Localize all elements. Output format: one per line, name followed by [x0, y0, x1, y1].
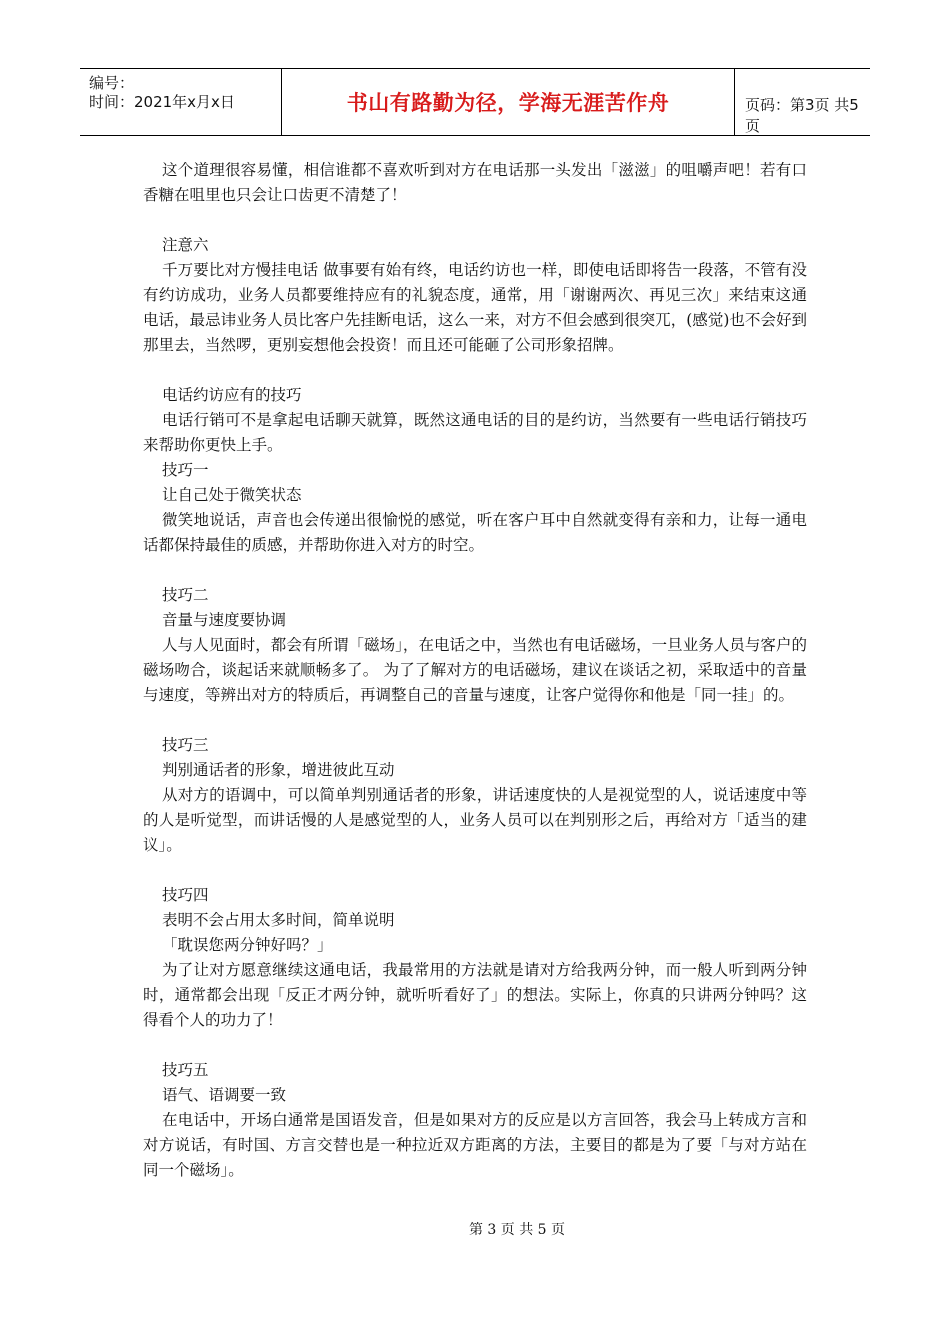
document-body [143, 158, 807, 1183]
page-footer [0, 1219, 950, 1239]
section-heading: 技巧五 [162, 1061, 209, 1079]
subheading: 让自己处于微笑状态 [162, 486, 302, 504]
section-heading: 技巧四 [162, 886, 209, 904]
section-heading: 技巧一 [162, 461, 209, 479]
paragraph: 电话行销可不是拿起电话聊天就算，既然这通电话的目的是约访，当然要有一些电话行销技巧来帮助你更快上手。 [143, 411, 807, 454]
section-heading: 注意六 [162, 236, 209, 254]
header-motto: 书山有路勤为径，学海无涯苦作舟 [282, 69, 735, 135]
header-page-label: 页码：第3页 共5页 [745, 96, 859, 135]
paragraph: 从对方的语调中，可以简单判别通话者的形象，讲话速度快的人是视觉型的人，说话速度中等的人是听觉型，而讲话慢的人是感觉型的人，业务人员可以在判别形之后，再给对方「适当的建议」。 [143, 786, 807, 854]
header-meta [80, 69, 282, 135]
quote: 「耽误您两分钟好吗？」 [162, 936, 333, 954]
subheading: 判别通话者的形象，增进彼此互动 [162, 761, 395, 779]
number-label: 编号： [89, 74, 135, 92]
section-heading: 电话约访应有的技巧 [162, 386, 302, 404]
subheading: 音量与速度要协调 [162, 611, 287, 629]
subheading: 表明不会占用太多时间，简单说明 [162, 911, 395, 929]
subheading: 语气、语调要一致 [162, 1086, 287, 1104]
paragraph: 微笑地说话，声音也会传递出很愉悦的感觉，听在客户耳中自然就变得有亲和力，让每一通电话都保持最佳的质感，并帮助你进入对方的时空。 [143, 511, 807, 554]
paragraph: 人与人见面时，都会有所谓「磁场」，在电话之中，当然也有电话磁场，一旦业务人员与客户的磁场吻合，谈起话来就顺畅多了。 为了了解对方的电话磁场，建议在谈话之初，采取适中的音量与速度，等辨出对方的特质后，再调整自己的音量与速度，让客户觉得你和他是「同一挂」的。 [143, 636, 807, 704]
section-heading: 技巧三 [162, 736, 209, 754]
paragraph: 千万要比对方慢挂电话 做事要有始有终，电话约访也一样，即使电话即将告一段落，不管有没有约访成功，业务人员都要维持应有的礼貌态度，通常，用「谢谢两次、再见三次」来结束这通电话，最忌讳业务人员比客户先挂断电话，这么一来，对方不但会感到很突兀，(感觉)也不会好到那里去，当然啰，更别妄想他会投资！而且还可能砸了公司形象招牌。 [143, 261, 807, 354]
paragraph: 为了让对方愿意继续这通电话，我最常用的方法就是请对方给我两分钟，而一般人听到两分钟时，通常都会出现「反正才两分钟，就听听看好了」的想法。实际上，你真的只讲两分钟吗？这得看个人的功力了！ [143, 961, 807, 1029]
paragraph: 在电话中，开场白通常是国语发音，但是如果对方的反应是以方言回答，我会马上转成方言和对方说话，有时国、方言交替也是一种拉近双方距离的方法，主要目的都是为了要「与对方站在同一个磁场」。 [143, 1111, 807, 1179]
footer-page-number: 第 3 页 共 5 页 [468, 1222, 566, 1238]
page-header [80, 68, 870, 136]
paragraph: 这个道理很容易懂，相信谁都不喜欢听到对方在电话那一头发出「滋滋」的咀嚼声吧！若有口香糖在咀里也只会让口齿更不清楚了！ [143, 161, 807, 204]
date-label: 时间：2021年x月x日 [89, 93, 235, 111]
section-heading: 技巧二 [162, 586, 209, 604]
